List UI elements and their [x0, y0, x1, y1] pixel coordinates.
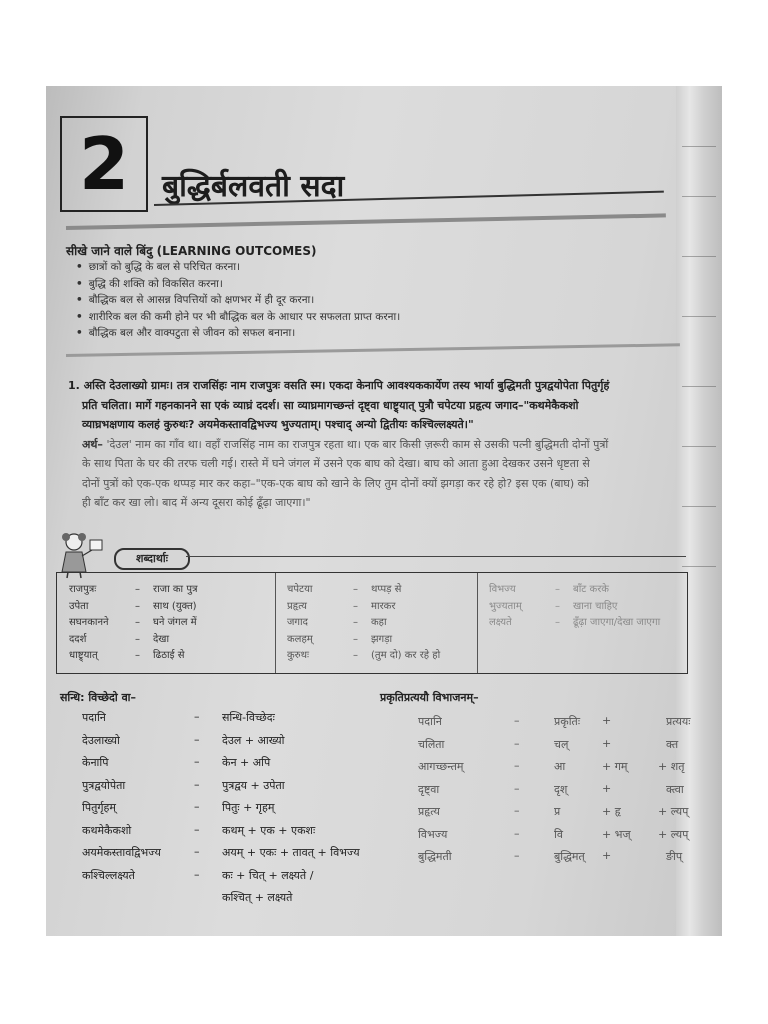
section-rule	[66, 343, 680, 357]
glossary-row: जगाद – कहा	[287, 617, 387, 628]
passage-text: अस्ति देउलाख्यो ग्रामः। तत्र राजसिंहः नाम राजपुत्रः वसति स्म। एकदा केनापि आवश्यककार्येण तस्य भार्या बुद्धिमती पुत्रद्वयोपेता पितुर्गृहं	[83, 379, 610, 392]
glossary-row: सघनकानने – घने जंगल में	[69, 617, 197, 628]
learning-outcomes-list	[76, 260, 400, 343]
list-item: • छात्रों को बुद्धि के बल से परिचित करना।	[76, 260, 400, 277]
meaning-text: 'देउल' नाम का गाँव था। वहाँ राजसिंह नाम का राजपुत्र रहता था। एक बार किसी ज़रूरी काम से उसकी पत्नी बुद्धिमती दोनों पुत्रों	[106, 437, 609, 451]
meaning-line	[68, 435, 680, 455]
meaning-line: के साथ पिता के घर की तरफ चली गई। रास्ते में घने जंगल में उसने एक बाघ को देखा। बाघ को आता हुआ देखकर उसने धृष्टता से	[82, 457, 590, 470]
meaning-label: अर्थ–	[82, 437, 103, 451]
glossary-row: भुज्यताम् – खाना चाहिए	[489, 600, 618, 612]
meaning-line: ही बाँट कर खा लो। बाद में अन्य दूसरा कोई ढूँढ़ा जाएगा।"	[82, 496, 311, 509]
glossary-row: कलहम् – झगड़ा	[287, 633, 393, 645]
glossary-row: ददर्श – देखा	[69, 633, 170, 645]
section-rule	[66, 213, 666, 230]
passage-line: प्रति चलिता। मार्गे गहनकानने सा एकं व्याघ्रं ददर्श। सा व्याघ्रमागच्छन्तं दृष्ट्वा धाष्ट्र्यात् पुत्रौ चपेटया प्रहृत्य जगाद–"कथमेकैकशो	[82, 398, 579, 412]
meaning-line: दोनों पुत्रों को एक-एक थप्पड़ मार कर कहा–"एक-एक बाघ को खाने के लिए तुम दोनों क्यों झगड़ा कर रहे हो? इस एक (बाघ) को	[82, 476, 589, 490]
glossary-rule	[186, 556, 686, 557]
list-item: • बौद्धिक बल और वाक्पटुता से जीवन को सफल बनाना।	[76, 326, 400, 343]
chapter-number: 2	[78, 122, 130, 206]
glossary-row: धाष्ट्र्यात् – ढिठाई से	[69, 650, 185, 661]
glossary-box	[56, 572, 688, 674]
glossary-column	[287, 581, 440, 664]
list-item: • बुद्धि की शक्ति को विकसित करना।	[76, 277, 400, 294]
glossary-row: उपेता – साथ (युक्त)	[69, 600, 197, 612]
learning-outcomes-heading: सीखे जाने वाले बिंदु (LEARNING OUTCOMES)	[66, 244, 317, 258]
list-item: • शारीरिक बल की कमी होने पर भी बौद्धिक बल के आधार पर सफलता प्राप्त करना।	[76, 310, 400, 327]
glossary-heading: शब्दार्थाः	[114, 548, 190, 570]
glossary-row: चपेटया – थप्पड़ से	[287, 584, 402, 595]
glossary-column	[69, 581, 198, 664]
glossary-row: लक्ष्यते – ढूँढ़ा जाएगा/देखा जाएगा	[489, 617, 661, 628]
glossary-row: कुरुथः – (तुम दो) कर रहे हो	[287, 650, 441, 661]
prakriti-heading: प्रकृतिप्रत्ययौ विभाजनम्–	[380, 691, 479, 704]
glossary-row: प्रहृत्य – मारकर	[287, 600, 396, 612]
glossary-row: विभज्य – बाँट करके	[489, 584, 609, 595]
book-page-photo: 2 बुद्धिर्बलवती सदा सीखे जाने वाले बिंदु (LEARNING OUTCOMES) • छात्रों को बुद्धि के बल से परिचित करना। • बुद्धि की शक्ति को विकसित करना। • बौद्धिक बल से आसन्न विपत्तियों को क्षणभर में ही दूर करना। • शारीरिक बल की कमी होने पर भी बौद्धिक बल के आधार पर सफलता प्राप्त करना। • बौद्धिक बल और वाक्पटुता से जीवन को सफल बनाना। 1. अस्ति देउलाख्यो ग्रामः। तत्र राजसिंहः नाम राजपुत्रः वसति स्म। एकदा केनापि आवश्यककार्येण तस्य भार्या बुद्धिमती पुत्रद्वयोपेता पितुर्गृहं प्रति चलिता। मार्गे गहनकानने सा एकं व्याघ्रं ददर्श। सा व्याघ्रमागच्छन्तं दृष्ट्वा धाष्ट्र्यात् पुत्रौ चपेटया प्रहृत्य जगाद–"कथमेकैकशो व्याघ्रभक्षणाय कलहं कुरुथः? अयमेकस्तावद्विभज्य भुज्यताम्। पश्चाद् अन्यो द्वितीयः कश्चिल्लक्ष्यते।" अर्थ– 'देउल' नाम का गाँव था। वहाँ राजसिंह नाम का राजपुत्र रहता था। एक बार किसी ज़रूरी काम से उसकी पत्नी बुद्धिमती दोनों पुत्रों के साथ पिता के घर की तरफ चली गई। रास्ते में घने जंगल में उसने एक बाघ को देखा। बाघ को आता हुआ देखकर उसने धृष्टता से दोनों पुत्रों को एक-एक थप्पड़ मार कर कहा–"एक-एक बाघ को खाने के लिए तुम दोनों क्यों झगड़ा कर रहे हो? इस एक (बाघ) को ही बाँट कर खा लो। बाद में अन्य दूसरा कोई ढूँढ़ा जाएगा।" शब्दार्थाः राजपुत्रः – राजा का पुत्र उपेता – साथ (युक्त) सघनकानने – घने जंगल में ददर्श – देखा धाष्ट्र्यात् – ढिठाई से चपेटया – थप्पड़ से प्रहृत्य – मारकर जगाद – कहा कलहम् – झगड़ा कुरुथः – (तुम दो) कर रहे हो विभज्य – बाँट करके भुज्यताम् – खाना चाहिए लक्ष्यते – ढूँढ़ा जाएगा/देखा जाएगा सन्धि: विच्छेदो वा– पदानि – सन्धि-विच्छेदः देउलाख्यो – देउल + आख्यो केनापि – केन + अपि पुत्रद्वयोपेता – पुत्रद्वय + उपेता पितुर्गृहम् – पितुः + गृहम् कथमेकैकशो – कथम् + एक + एकशः अयमेकस्तावद्विभज्य – अयम् + एकः + तावत् + विभज्य कश्चिल्लक्ष्यते – कः + चित् + लक्ष्यते / कश्चित् + लक्ष्यते प्रकृतिप्रत्ययौ विभाजनम्– पदानि – प्रकृतिः + प्रत्ययः चलिता – चल् + क्त आगच्छन्तम् – आ + गम् + शतृ दृष्ट्वा – दृश् + क्त्वा प्रहृत्य – प्र + हृ + ल्यप् विभज्य – वि + भज् + ल्यप् बुद्धिमती – बुद्धिमत् + ङीप्	[46, 86, 722, 936]
passage-number: 1.	[68, 379, 80, 392]
list-item: • बौद्धिक बल से आसन्न विपत्तियों को क्षणभर में ही दूर करना।	[76, 293, 400, 310]
passage	[68, 376, 680, 513]
glossary-row: राजपुत्रः – राजा का पुत्र	[69, 584, 198, 595]
glossary-column	[489, 581, 660, 631]
passage-line	[68, 376, 680, 396]
sandhi-heading: सन्धि: विच्छेदो वा–	[60, 691, 137, 704]
passage-line: व्याघ्रभक्षणाय कलहं कुरुथः? अयमेकस्तावद्विभज्य भुज्यताम्। पश्चाद् अन्यो द्वितीयः कश्चिल्लक्ष्यते।"	[82, 418, 474, 431]
chapter-title: बुद्धिर्बलवती सदा	[162, 169, 345, 204]
